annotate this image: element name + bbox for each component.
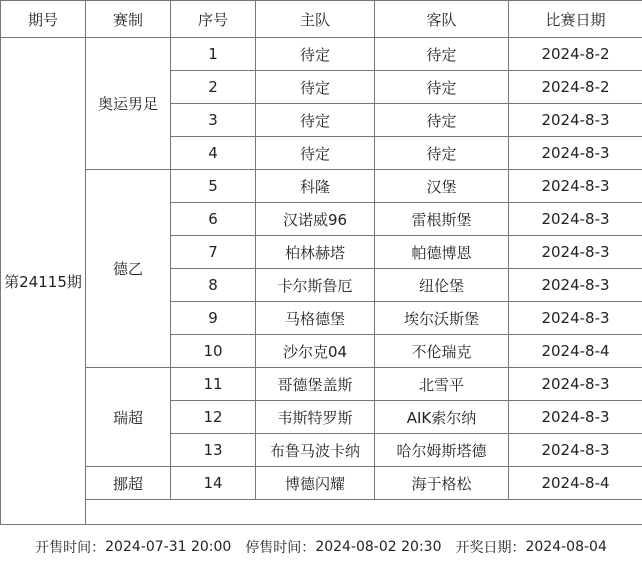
seq-cell: 5 bbox=[171, 170, 256, 203]
date-cell: 2024-8-3 bbox=[509, 434, 642, 467]
header-home: 主队 bbox=[256, 1, 375, 38]
header-league: 赛制 bbox=[86, 1, 171, 38]
match-row bbox=[1, 170, 642, 203]
league-cell: 瑞超 bbox=[86, 368, 171, 467]
away-cell: 海于格松 bbox=[375, 467, 509, 500]
seq-cell: 4 bbox=[171, 137, 256, 170]
home-cell: 布鲁马波卡纳 bbox=[256, 434, 375, 467]
spacer-row bbox=[1, 500, 642, 525]
date-cell: 2024-8-4 bbox=[509, 335, 642, 368]
seq-cell: 2 bbox=[171, 71, 256, 104]
home-cell: 待定 bbox=[256, 137, 375, 170]
seq-cell: 8 bbox=[171, 269, 256, 302]
away-cell: AIK索尔纳 bbox=[375, 401, 509, 434]
home-cell: 待定 bbox=[256, 38, 375, 71]
league-cell: 德乙 bbox=[86, 170, 171, 368]
home-cell: 科隆 bbox=[256, 170, 375, 203]
open-time-value: 2024-07-31 20:00 bbox=[105, 539, 232, 555]
header-date: 比赛日期 bbox=[509, 1, 642, 38]
open-time-label: 开售时间： bbox=[35, 540, 106, 556]
home-cell: 柏林赫塔 bbox=[256, 236, 375, 269]
away-cell: 雷根斯堡 bbox=[375, 203, 509, 236]
seq-cell: 6 bbox=[171, 203, 256, 236]
date-cell: 2024-8-2 bbox=[509, 38, 642, 71]
seq-cell: 11 bbox=[171, 368, 256, 401]
spacer-cell bbox=[86, 500, 642, 525]
away-cell: 埃尔沃斯堡 bbox=[375, 302, 509, 335]
away-cell: 汉堡 bbox=[375, 170, 509, 203]
league-cell: 奥运男足 bbox=[86, 38, 171, 170]
date-cell: 2024-8-3 bbox=[509, 104, 642, 137]
date-cell: 2024-8-2 bbox=[509, 71, 642, 104]
seq-cell: 14 bbox=[171, 467, 256, 500]
date-cell: 2024-8-3 bbox=[509, 401, 642, 434]
away-cell: 哈尔姆斯塔德 bbox=[375, 434, 509, 467]
away-cell: 北雪平 bbox=[375, 368, 509, 401]
home-cell: 待定 bbox=[256, 104, 375, 137]
date-cell: 2024-8-4 bbox=[509, 467, 642, 500]
close-time-label: 停售时间： bbox=[245, 540, 316, 556]
away-cell: 纽伦堡 bbox=[375, 269, 509, 302]
away-cell: 待定 bbox=[375, 137, 509, 170]
away-cell: 待定 bbox=[375, 38, 509, 71]
league-cell: 挪超 bbox=[86, 467, 171, 500]
schedule-body bbox=[1, 38, 642, 525]
date-cell: 2024-8-3 bbox=[509, 203, 642, 236]
date-cell: 2024-8-3 bbox=[509, 170, 642, 203]
away-cell: 待定 bbox=[375, 71, 509, 104]
date-cell: 2024-8-3 bbox=[509, 368, 642, 401]
seq-cell: 9 bbox=[171, 302, 256, 335]
date-cell: 2024-8-3 bbox=[509, 269, 642, 302]
home-cell: 待定 bbox=[256, 71, 375, 104]
header-away: 客队 bbox=[375, 1, 509, 38]
header-issue: 期号 bbox=[1, 1, 86, 38]
home-cell: 马格德堡 bbox=[256, 302, 375, 335]
away-cell: 待定 bbox=[375, 104, 509, 137]
seq-cell: 7 bbox=[171, 236, 256, 269]
sale-info-footer bbox=[0, 524, 642, 569]
draw-date-value: 2024-08-04 bbox=[525, 539, 607, 555]
date-cell: 2024-8-3 bbox=[509, 302, 642, 335]
home-cell: 沙尔克04 bbox=[256, 335, 375, 368]
home-cell: 哥德堡盖斯 bbox=[256, 368, 375, 401]
seq-cell: 1 bbox=[171, 38, 256, 71]
date-cell: 2024-8-3 bbox=[509, 137, 642, 170]
draw-date-label: 开奖日期： bbox=[455, 540, 526, 556]
issue-cell: 第24115期 bbox=[1, 38, 86, 525]
seq-cell: 13 bbox=[171, 434, 256, 467]
header-row bbox=[1, 1, 642, 38]
seq-cell: 10 bbox=[171, 335, 256, 368]
home-cell: 汉诺威96 bbox=[256, 203, 375, 236]
away-cell: 帕德博恩 bbox=[375, 236, 509, 269]
match-row bbox=[1, 38, 642, 71]
close-time-value: 2024-08-02 20:30 bbox=[315, 539, 442, 555]
match-row bbox=[1, 467, 642, 500]
home-cell: 博德闪耀 bbox=[256, 467, 375, 500]
seq-cell: 3 bbox=[171, 104, 256, 137]
date-cell: 2024-8-3 bbox=[509, 236, 642, 269]
away-cell: 不伦瑞克 bbox=[375, 335, 509, 368]
home-cell: 卡尔斯鲁厄 bbox=[256, 269, 375, 302]
seq-cell: 12 bbox=[171, 401, 256, 434]
home-cell: 韦斯特罗斯 bbox=[256, 401, 375, 434]
match-row bbox=[1, 368, 642, 401]
header-seq: 序号 bbox=[171, 1, 256, 38]
